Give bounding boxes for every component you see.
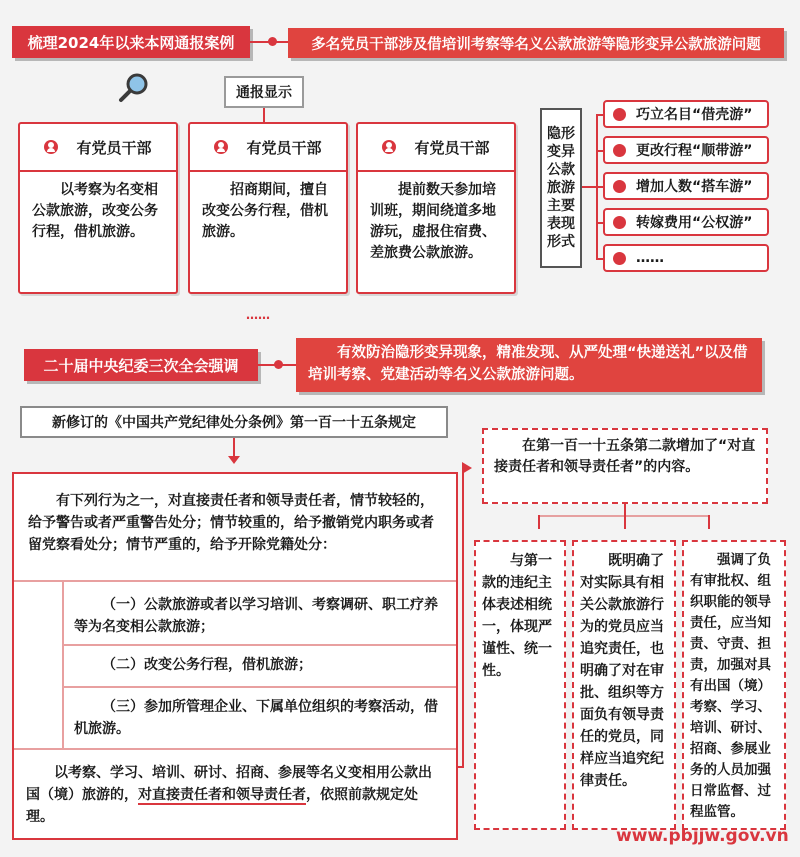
case-card-3 [356,122,516,294]
explanation-box-1 [474,540,566,830]
watermark: www.pbjjw.gov.vn [616,826,789,846]
case-header: 有党员干部 [246,138,322,157]
case-body: 以考察为名变相公款旅游，改变公务行程，借机旅游。 [32,182,158,240]
person-icon [382,140,396,154]
connector-line [233,438,235,458]
explanation-text: 强调了负有审批权、组织职能的领导责任，应当知责、守责、担责，加强对具有出国（境）考察、学习、培训、研讨、招商、参展业务的人员加强日常监督、过程监管。 [690,552,771,820]
form-item-4: 转嫁费用“公权游” [603,208,769,236]
regulation-intro: 有下列行为之一，对直接责任者和领导责任者，情节较轻的，给予警告或者严重警告处分；情节较重的，给予撤销党内职务或者留党察看处分；情节严重的，给予开除党籍处分： [28,493,434,553]
regulation-closing: 以考察、学习、培训、研讨、招商、参展等名义变相用公款出国（境）旅游的，对直接责任者和领导责任者，依照前款规定处理。 [26,765,432,825]
report-label-box [224,76,304,108]
case-card-2 [188,122,348,294]
explanation-text: 既明确了对实际具有相关公款旅游行为的党员应当追究责任，也明确了对在审批、组织等方面负有领导责任的党员，同样应当追究纪律责任。 [580,553,664,789]
connector-line [276,41,288,43]
bullet-icon [613,144,626,157]
case-header: 有党员干部 [76,138,152,157]
magnifier-icon [118,72,150,104]
note-box [482,428,768,504]
regulation-item-3: （三）参加所管理企业、下属单位组织的考察活动，借机旅游。 [74,699,438,737]
bullet-icon [613,216,626,229]
section2-label: 二十届中央纪委三次全会强调 [24,349,258,381]
ellipsis: …… [246,308,270,322]
case-body: 招商期间，擅自改变公务行程，借机旅游。 [202,182,328,240]
case-card-1 [18,122,178,294]
connector-line [708,515,710,529]
bullet-icon [613,180,626,193]
note-text: 在第一百一十五条第二款增加了“对直接责任者和领导责任者”的内容。 [494,438,756,475]
explanation-text: 与第一款的违纪主体表述相统一，体现严谨性、统一性。 [482,553,552,679]
arrow-right-icon [462,462,472,474]
section2-banner: 有效防治隐形变异现象，精准发现、从严处理“快递送礼”以及借培训考察、党建活动等名义公款旅游问题。 [296,338,762,392]
connector-line [538,515,540,529]
forms-label-box [540,108,582,268]
section1-label: 梳理2024年以来本网通报案例 [12,26,250,58]
form-item-1: 巧立名目“借壳游” [603,100,769,128]
form-item-2: 更改行程“顺带游” [603,136,769,164]
connector-line [282,364,296,366]
connector-line [624,515,626,529]
report-label: 通报显示 [236,85,292,101]
section1-banner: 多名党员干部涉及借培训考察等名义公款旅游等隐形变异公款旅游问题 [288,28,784,58]
forms-label: 隐形变异公款旅游主要表现形式 [547,126,575,250]
connector-line [263,108,265,122]
connector-line [458,766,464,768]
form-item-3: 增加人数“搭车游” [603,172,769,200]
case-body: 提前数天参加培训班，期间绕道多地游玩，虚报住宿费、差旅费公款旅游。 [370,182,496,261]
person-icon [44,140,58,154]
explanation-box-3 [682,540,786,830]
case-header: 有党员干部 [414,138,490,157]
connector-line [462,468,464,768]
explanation-box-2 [572,540,676,830]
bullet-icon [613,108,626,121]
regulation-title-box [20,406,448,438]
regulation-title: 新修订的《中国共产党纪律处分条例》第一百一十五条规定 [52,415,416,431]
regulation-item-1: （一）公款旅游或者以学习培训、考察调研、职工疗养等为名变相公款旅游； [74,597,438,635]
regulation-items [14,580,456,750]
regulation-item-2: （二）改变公务行程，借机旅游； [102,657,312,673]
arrow-down-icon [228,456,240,464]
bullet-icon [613,252,626,265]
form-item-5: …… [603,244,769,272]
highlight-text: 对直接责任者和领导责任者 [138,787,306,803]
person-icon [214,140,228,154]
